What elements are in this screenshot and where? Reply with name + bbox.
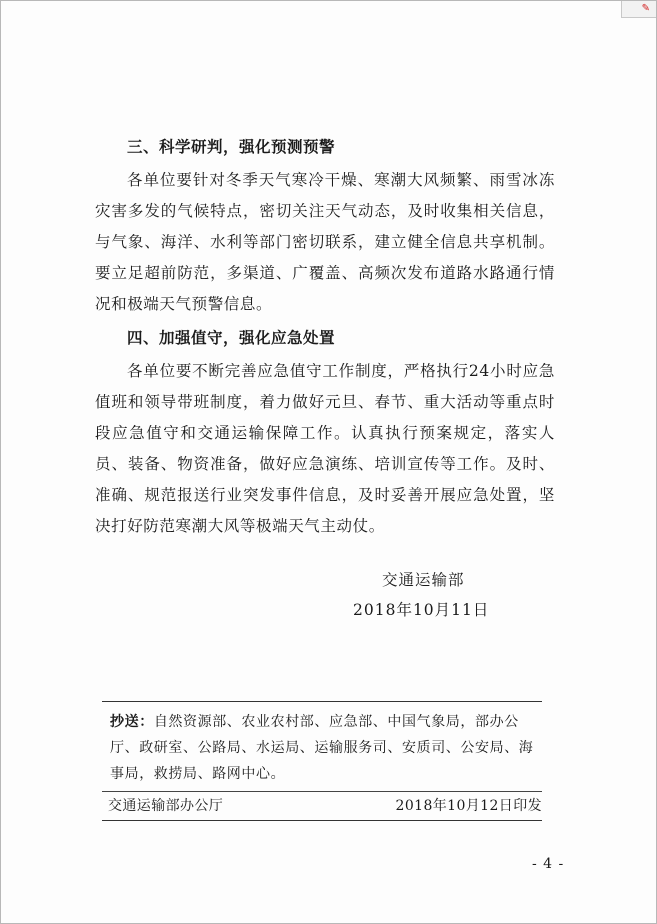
section-paragraph: 各单位要针对冬季天气寒冷干燥、寒潮大风频繁、雨雪冰冻灾害多发的气候特点，密切关注天气动态，及时收集相关信息，与气象、海洋、水利等部门密切联系，建立健全信息共享机制。要立足超前防范，多渠道、广覆盖、高频次发布道路水路通行情况和极端天气预警信息。 [95, 171, 555, 313]
annotation-mark-icon[interactable]: ✎ [641, 3, 650, 14]
section-heading: 三、科学研判，强化预测预警 [127, 138, 336, 156]
signature-date: 2018年10月11日 [353, 601, 490, 619]
signature-organization: 交通运输部 [382, 571, 465, 589]
document-body [95, 129, 555, 542]
page-corner-tab[interactable] [621, 1, 656, 18]
distribution-block [102, 701, 542, 821]
bottom-divider [102, 820, 542, 821]
section-paragraph: 各单位要不断完善应急值守工作制度，严格执行24小时应急值班和领导带班制度，着力做好元旦、春节、重大活动等重点时段应急值守和交通运输保障工作。认真执行预案规定，落实人员、装备、物资准备，做好应急演练、培训宣传等工作。及时、准确、规范报送行业突发事件信息，及时妥善开展应急处置，坚决打好防范寒潮大风等极端天气主动仗。 [95, 362, 555, 535]
section-heading: 四、加强值守，强化应急处置 [127, 329, 336, 347]
cc-list [102, 702, 542, 791]
issuer-row [102, 792, 542, 820]
cc-label: 抄送： [110, 714, 154, 730]
page-number: - 4 - [532, 856, 565, 872]
issuer-name: 交通运输部办公厅 [108, 798, 224, 814]
cc-recipients: 自然资源部、农业农村部、应急部、中国气象局，部办公厅、政研室、公路局、水运局、运输服务司、安质司、公安局、海事局，救捞局、路网中心。 [110, 714, 534, 782]
issue-date: 2018年10月12日印发 [395, 798, 542, 814]
